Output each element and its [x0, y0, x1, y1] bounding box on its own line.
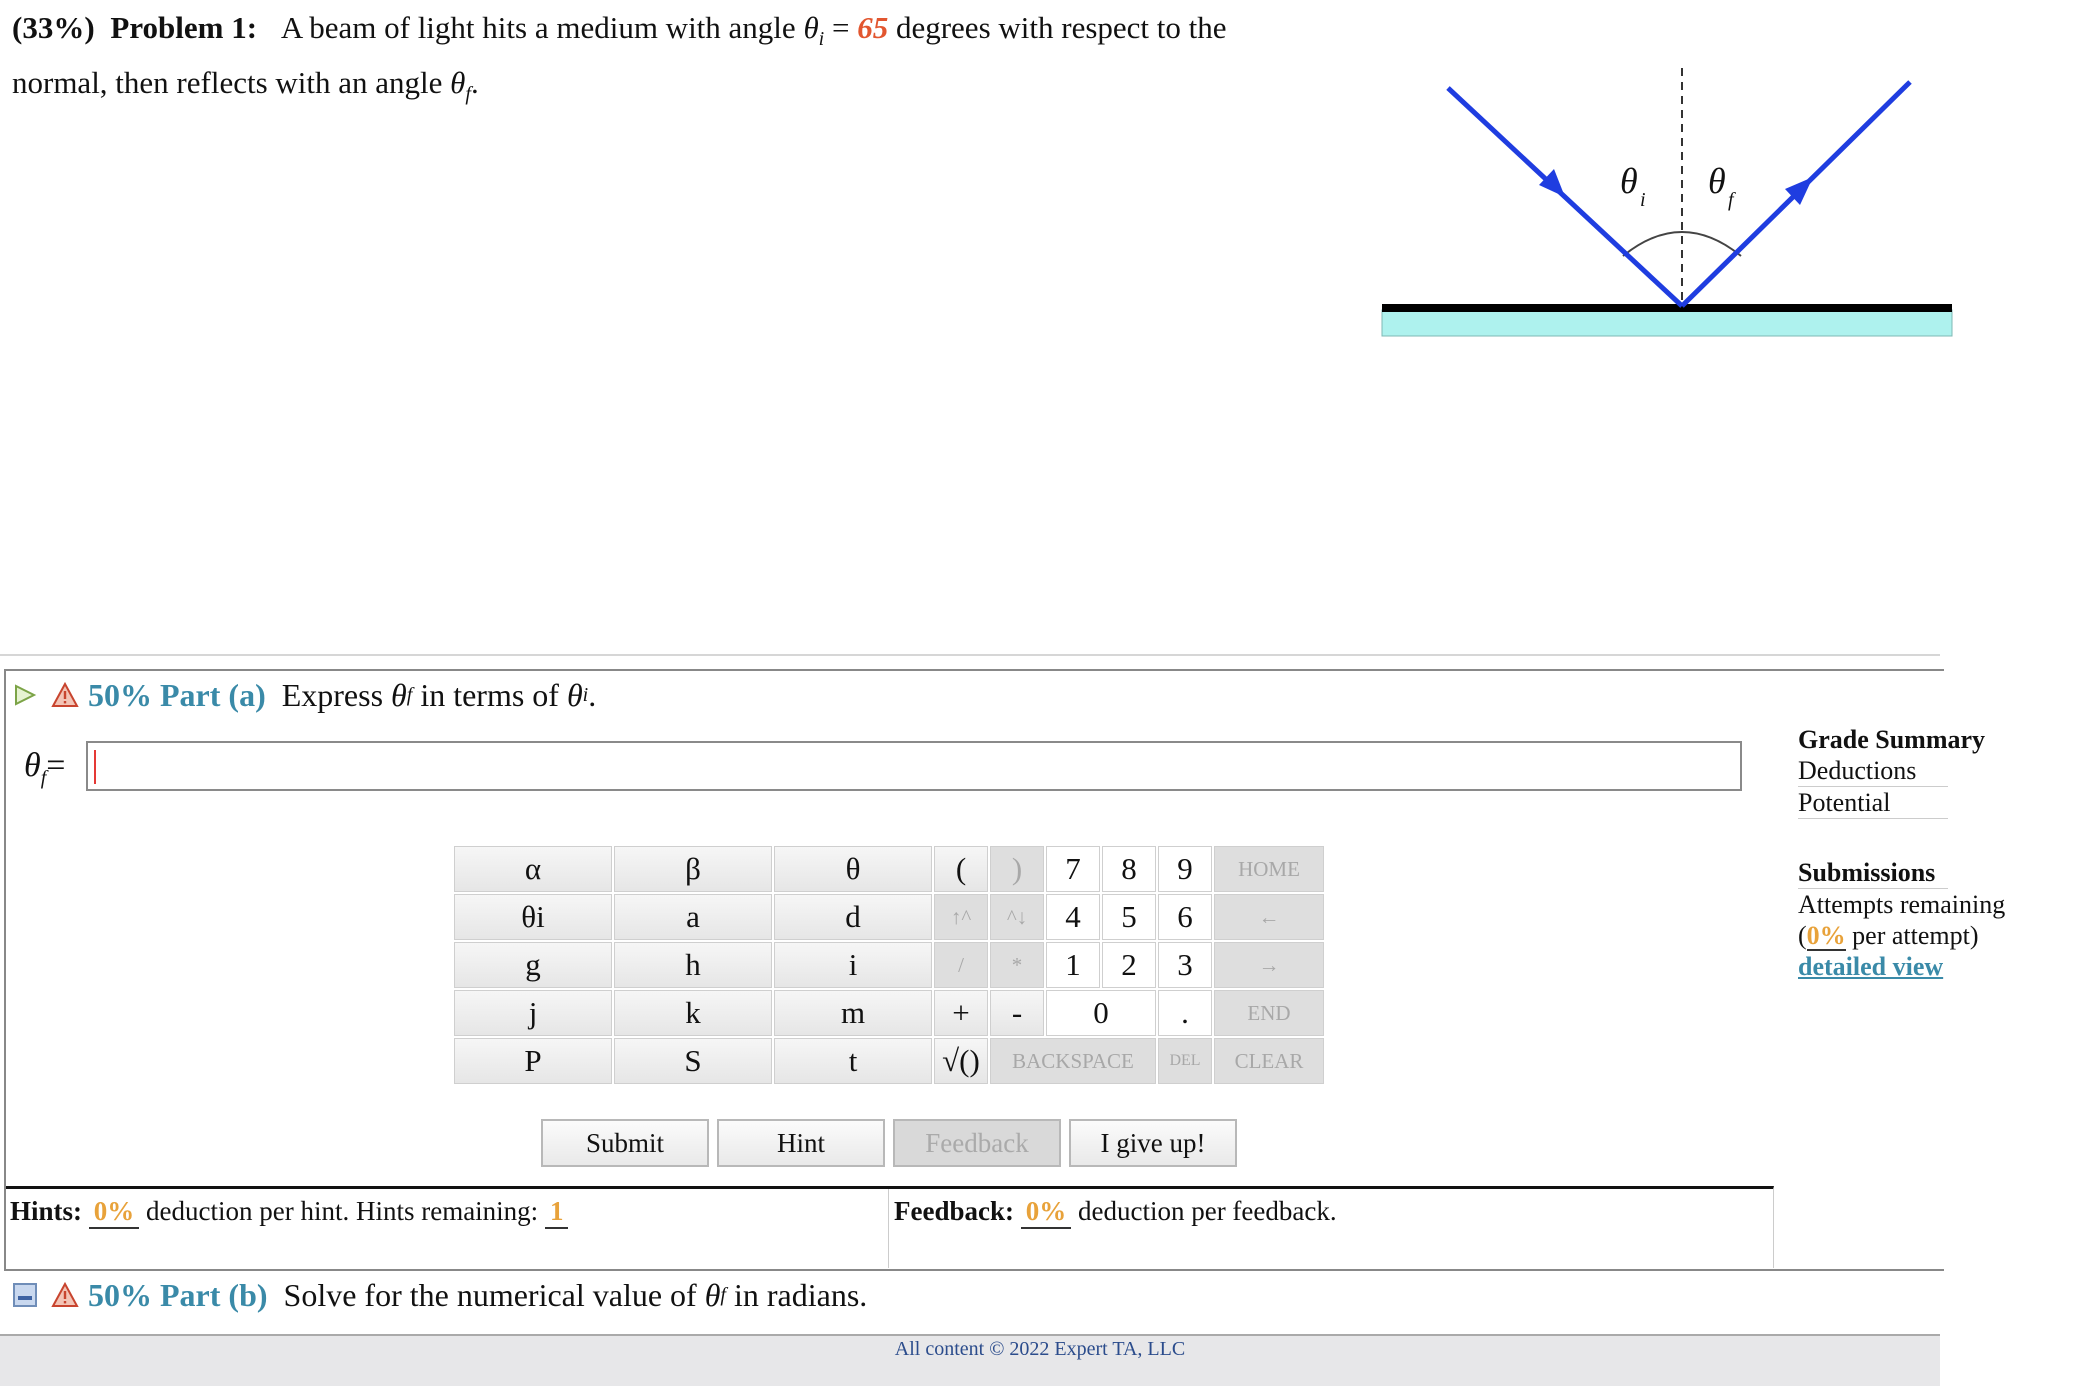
hints-text: deduction per hint. Hints remaining:	[146, 1196, 539, 1226]
answer-label-sub: f	[40, 766, 47, 789]
give-up-button[interactable]: I give up!	[1069, 1119, 1237, 1167]
reflection-diagram	[1370, 58, 1940, 348]
key-h[interactable]: h	[614, 942, 772, 988]
per-attempt-open: (	[1798, 921, 1807, 950]
key-plus[interactable]: +	[934, 990, 988, 1036]
play-icon[interactable]	[12, 682, 38, 708]
key-i[interactable]: i	[774, 942, 932, 988]
feedback-deduction: 0%	[1021, 1195, 1072, 1229]
keypad	[452, 844, 1326, 1086]
per-attempt-pct: 0%	[1806, 921, 1846, 950]
key-j[interactable]: j	[454, 990, 612, 1036]
theta-i-value: 65	[857, 10, 889, 45]
text-caret	[94, 750, 96, 784]
problem-label: Problem 1:	[110, 10, 258, 45]
per-attempt-rest: per attempt)	[1845, 921, 1979, 950]
key-7[interactable]: 7	[1046, 846, 1100, 892]
key-left-arrow[interactable]: ←	[1214, 894, 1324, 940]
label-f: f	[1728, 189, 1734, 211]
key-theta-i[interactable]	[454, 894, 612, 940]
per-attempt	[1798, 920, 1979, 951]
key-multiply[interactable]: *	[990, 942, 1044, 988]
hints-deduction: 0%	[89, 1195, 140, 1229]
collapse-icon[interactable]	[12, 1282, 38, 1308]
key-end[interactable]: END	[1214, 990, 1324, 1036]
attempts-remaining: Attempts remaining	[1798, 890, 2006, 919]
key-open-paren[interactable]: (	[934, 846, 988, 892]
theta-i-sub: i	[818, 28, 825, 51]
part-b-header	[12, 1272, 867, 1318]
equals-sign: =	[824, 10, 858, 45]
key-right-arrow[interactable]: →	[1214, 942, 1324, 988]
problem-line2: normal, then reflects with an angle	[12, 65, 443, 101]
feedback-text: deduction per feedback.	[1077, 1196, 1337, 1226]
part-a-theta-f: θ	[391, 677, 407, 713]
part-a-sub-i: i	[582, 684, 589, 706]
hints-label: Hints:	[10, 1196, 83, 1226]
detailed-view-link[interactable]: detailed view	[1798, 952, 1944, 981]
key-d[interactable]: d	[774, 894, 932, 940]
part-a-sub-f: f	[406, 684, 413, 706]
key-superscript[interactable]: ↑^	[934, 894, 988, 940]
theta-i-symbol: θ	[803, 10, 819, 45]
key-9[interactable]: 9	[1158, 846, 1212, 892]
key-2[interactable]: 2	[1102, 942, 1156, 988]
key-minus[interactable]: -	[990, 990, 1044, 1036]
key-t[interactable]: t	[774, 1038, 932, 1084]
key-6[interactable]: 6	[1158, 894, 1212, 940]
grade-summary-title: Grade Summary	[1798, 725, 1986, 754]
theta-f-sub: f	[465, 83, 471, 106]
answer-label-theta: θ	[24, 747, 41, 784]
key-alpha[interactable]: α	[454, 846, 612, 892]
hints-info	[10, 1192, 568, 1230]
part-b-prompt-after: in radians.	[733, 1277, 868, 1313]
warning-icon	[52, 682, 78, 708]
hints-divider	[888, 1189, 889, 1268]
label-i: i	[1640, 189, 1646, 211]
key-a[interactable]: a	[614, 894, 772, 940]
key-3[interactable]: 3	[1158, 942, 1212, 988]
label-theta-f: θ	[1708, 161, 1726, 201]
part-a-prompt-before: Express	[281, 677, 384, 713]
key-close-paren[interactable]: )	[990, 846, 1044, 892]
hint-button[interactable]: Hint	[717, 1119, 885, 1167]
surface-line	[1382, 304, 1952, 312]
part-b-theta-f: θ	[704, 1277, 721, 1313]
theta-f-symbol: θ	[450, 65, 466, 101]
key-5[interactable]: 5	[1102, 894, 1156, 940]
feedback-label: Feedback:	[894, 1196, 1014, 1226]
part-b-sub-f: f	[720, 1284, 726, 1306]
part-b-label: 50% Part (b)	[88, 1277, 268, 1313]
part-a-prompt-end: .	[588, 677, 597, 713]
key-theta-i-label: θi	[521, 899, 545, 934]
key-1[interactable]: 1	[1046, 942, 1100, 988]
key-decimal[interactable]: .	[1158, 990, 1212, 1036]
key-beta[interactable]: β	[614, 846, 772, 892]
part-a-header	[12, 672, 596, 718]
answer-label-eq: =	[46, 747, 66, 784]
key-P[interactable]: P	[454, 1038, 612, 1084]
key-8[interactable]: 8	[1102, 846, 1156, 892]
part-b-prompt-before: Solve for the numerical value of	[283, 1277, 697, 1313]
answer-input[interactable]	[86, 741, 1742, 791]
key-0[interactable]: 0	[1046, 990, 1156, 1036]
section-divider	[0, 654, 1940, 656]
key-home[interactable]: HOME	[1214, 846, 1324, 892]
key-g[interactable]: g	[454, 942, 612, 988]
key-subscript[interactable]: ^↓	[990, 894, 1044, 940]
surface-medium	[1382, 310, 1952, 336]
label-theta-i: θ	[1620, 161, 1638, 201]
key-clear[interactable]: CLEAR	[1214, 1038, 1324, 1084]
key-m[interactable]: m	[774, 990, 932, 1036]
key-4[interactable]: 4	[1046, 894, 1100, 940]
submit-button[interactable]: Submit	[541, 1119, 709, 1167]
key-divide[interactable]: /	[934, 942, 988, 988]
potential-row: Potential	[1798, 787, 1948, 819]
problem-text-after: degrees with respect to the	[895, 10, 1227, 45]
problem-statement	[12, 6, 1302, 116]
part-a-label: 50% Part (a)	[88, 677, 266, 713]
key-k[interactable]: k	[614, 990, 772, 1036]
problem-percent: (33%)	[12, 10, 95, 45]
feedback-info	[894, 1192, 1337, 1230]
part-a-theta-i: θ	[566, 677, 583, 713]
warning-icon	[52, 1282, 78, 1308]
part-a-prompt-mid: in terms of	[420, 677, 559, 713]
grade-sidebar	[1798, 724, 2006, 982]
hints-remaining: 1	[545, 1195, 569, 1229]
key-sqrt[interactable]: √()	[934, 1038, 988, 1084]
answer-label	[24, 744, 65, 800]
key-backspace[interactable]: BACKSPACE	[990, 1038, 1156, 1084]
key-S[interactable]: S	[614, 1038, 772, 1084]
deductions-row: Deductions	[1798, 755, 1948, 787]
footer-text: All content © 2022 Expert TA, LLC	[894, 1338, 1186, 1360]
feedback-button[interactable]: Feedback	[893, 1119, 1061, 1167]
key-del[interactable]: DEL	[1158, 1038, 1212, 1084]
line2-end: .	[470, 65, 479, 101]
submissions-title: Submissions	[1798, 857, 1948, 889]
key-theta[interactable]: θ	[774, 846, 932, 892]
problem-text-before: A beam of light hits a medium with angle	[280, 10, 796, 45]
